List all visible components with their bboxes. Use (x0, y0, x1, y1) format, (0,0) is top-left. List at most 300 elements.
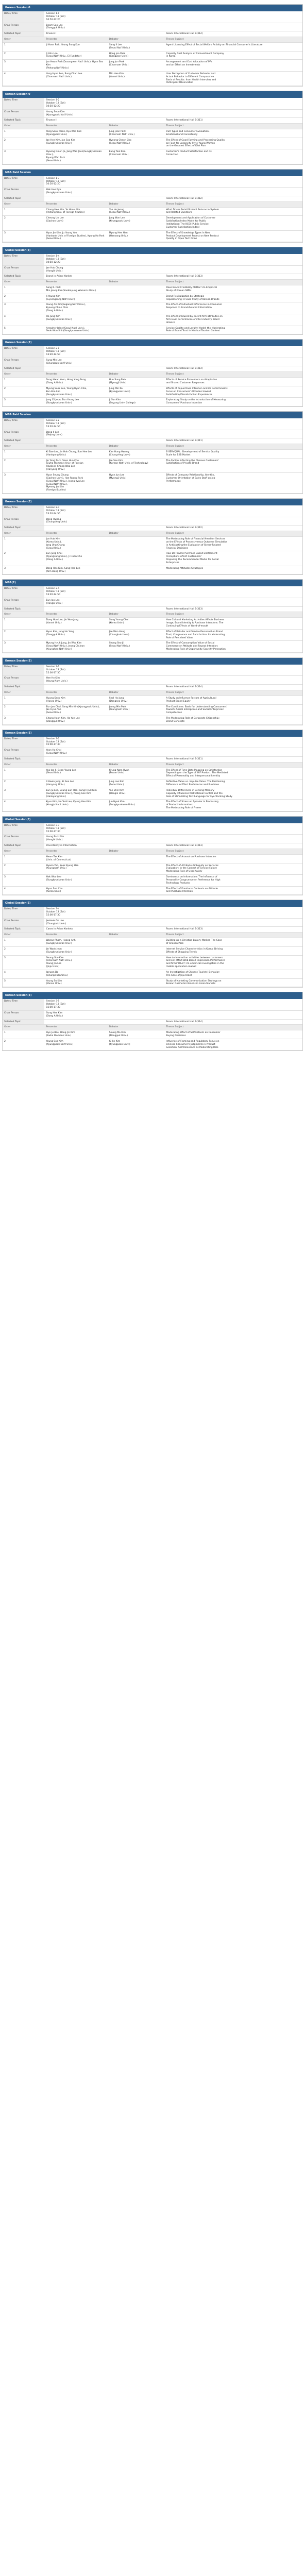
paper-presenter: Cheong Un Lee (Gachon Univ.) (44, 216, 107, 230)
column-header-presenter: Presenter (44, 933, 107, 938)
table-header-row (3, 372, 302, 378)
paper-subject: Capacity Cost Analysis of Coinvestment Company in Korea (164, 51, 302, 60)
table-header-row (3, 201, 302, 207)
paper-order: 1 (3, 42, 44, 51)
paper-presenter: Hyeon Yoo, Sook Kyung Han (Kyungnam Univ.) (44, 863, 107, 875)
paper-order: 2 (3, 294, 44, 302)
session-table (3, 586, 302, 653)
paper-subject: How Do Private Purchase Based Entitlement Perceptions Affect Customers? Proposing the Recommender Model for Social Enterprises (164, 551, 302, 566)
session-room: Room: International Hall B(313) (164, 274, 302, 280)
paper-order: 2 (3, 386, 44, 398)
paper-row (3, 129, 302, 138)
session-chair-row (3, 918, 302, 927)
session-table (3, 823, 302, 895)
session-chair-row (3, 748, 302, 757)
session-topic-value: Brand in Asian Market (44, 274, 164, 280)
paper-subject: Study of Marketing Communication Strategy on Korean Cosmetics Brands in Asian Markets (164, 978, 302, 987)
paper-order: 3 (3, 875, 44, 887)
paper-debater: Sang Il Lee (Seoul Nat'l Univ.) (108, 42, 165, 51)
session-topic-label: Selected Topic (3, 1019, 44, 1025)
paper-presenter: Myung Hyuk Jung, Jin Woo Kim (Seoul Nat'l Univ.), Jeong Oh Jeon (Kyunghee Nat'l Univ.) (44, 641, 107, 653)
session-title: Korean Session(E) (3, 730, 302, 737)
paper-row (3, 386, 302, 398)
paper-order: 1 (3, 129, 44, 138)
session-topic-value (44, 1019, 164, 1025)
paper-row (3, 978, 302, 987)
session-chair-label: Chair Person (3, 676, 44, 685)
paper-subject: Reflective Value vs. Impulse Value: The Positioning Difference in Effect Preferences and Purchase (164, 779, 302, 788)
paper-order: 2 (3, 704, 44, 716)
paper-row (3, 449, 302, 458)
paper-subject: The Effect of Emotional Contexts on Attitude and Purchase Intention (164, 886, 302, 895)
session-date-row (3, 98, 302, 109)
session-chair-label: Chair Person (3, 517, 44, 526)
paper-subject: Effect of Retailer and Service Personnel on Brand Trust, Congruence and Satisfaction: Its Moderating Role of Perceived Value (164, 629, 302, 641)
paper-debater: Min Hee Kim (Yonsei Univ.) (108, 71, 165, 86)
paper-presenter: Yoo Jae Il, Seon Young Lee (Seoul Univ.) (44, 768, 107, 779)
paper-subject: Internet Service Characteristics in Korea: Driving Effects of Shopping Trends (164, 946, 302, 955)
paper-row (3, 1030, 302, 1039)
paper-order: 2 (3, 1039, 44, 1050)
paper-presenter: Hyun Kim, Jung Ho Yang (Dongguk Univ.) (44, 629, 107, 641)
session-chair-value: Eun Joo Lee (Hongik Univ.) (44, 598, 302, 606)
session-date-row (3, 907, 302, 918)
session-title: Korean Session(E) (3, 340, 302, 346)
session-topic-row (3, 118, 302, 124)
paper-row (3, 398, 302, 406)
paper-order: 3 (3, 788, 44, 800)
session-chair-value: Yoon Ho Choi (Seoul Nat'l Univ.) (44, 748, 302, 757)
session-chair-value: Jaekook Go Lee (Chungbuk Univ.) (44, 918, 302, 927)
paper-order: 1 (3, 449, 44, 458)
paper-debater: Jung Jeon Park (Chonnam Nat'l Univ.) (108, 129, 165, 138)
session-topic-row (3, 366, 302, 372)
paper-order: 1 (3, 854, 44, 863)
session-date-value: Session 2-3 October 13 (Sat) 13:20-14:50 (44, 505, 302, 517)
paper-debater: Myung Hee Han (Hanyang Univ.) (108, 230, 165, 242)
session-topic-label: Selected Topic (3, 606, 44, 612)
session-room: Room: International Hall B(311) (164, 756, 302, 762)
paper-subject: The Effect of Stress on Speaker in Processing of Product Information: The Moderating Role of Frame (164, 800, 302, 811)
session-chair-value: Beom Soo Lee (Dongguk Univ.) (44, 23, 302, 31)
paper-subject: Brand Revitalization by Strategic Repositioning: A Case Study of Korean Brands (164, 294, 302, 302)
session-chair-label: Chair Person (3, 358, 44, 366)
paper-debater (108, 302, 165, 314)
session-table (3, 98, 302, 164)
column-header-presenter: Presenter (44, 612, 107, 618)
paper-debater: Sung Young Choi (Korea Univ.) (108, 618, 165, 630)
paper-debater: Hun Sung Park (Myongji Univ.) (108, 378, 165, 386)
session-table (3, 665, 302, 725)
column-header-debater: Debater (108, 37, 165, 43)
paper-order: 3 (3, 955, 44, 970)
paper-row (3, 51, 302, 60)
column-header-presenter: Presenter (44, 531, 107, 537)
paper-debater: Jung Min Ko (Kyungpook Univ.) (108, 386, 165, 398)
session-topic-label: Selected Topic (3, 927, 44, 933)
paper-presenter: Chang Hoon Kim, Ha Yun Lee (Dongguk Univ.) (44, 716, 107, 725)
session-date-label: Date / Time (3, 907, 44, 918)
paper-debater: Ji Sun Kim (Sogang Univ. College) (108, 398, 165, 406)
paper-subject: The Moderating Role of Financial Need for Services on the Effects of Process versus Outcome Simulation in Anticipating the Evaluation of Stress-Related Financial Decisions (164, 536, 302, 551)
paper-row (3, 216, 302, 230)
session-title: MBA Paid Session (3, 412, 302, 418)
paper-debater (108, 970, 165, 978)
session-topic-value: Uncertainty in Information (44, 843, 164, 849)
column-header-debater: Debater (108, 280, 165, 285)
paper-order: 2 (3, 458, 44, 472)
paper-row (3, 458, 302, 472)
paper-order: 4 (3, 800, 44, 811)
paper-debater: Yae Shin Kim (Hongik Univ.) (108, 788, 165, 800)
column-header-theses: Theses Subject (164, 612, 302, 618)
session-topic-value (44, 526, 164, 531)
paper-row (3, 863, 302, 875)
session-title: Korean Session(E) (3, 499, 302, 505)
session-table (3, 11, 302, 86)
column-header-order: Order (3, 280, 44, 285)
paper-debater (108, 285, 165, 294)
session-date-row (3, 737, 302, 748)
column-header-order: Order (3, 690, 44, 696)
session-room: Room: International Hall B(313) (164, 927, 302, 933)
session-title: Global Session(E) (3, 247, 302, 254)
session-topic-value: Finance II (44, 118, 164, 124)
paper-debater (108, 946, 165, 955)
paper-presenter: Jin Yong Park, Seon Hun Cho (Ewha Woman's Univ. of Foreign Studies), Chang Woo Lee (Hanyang Univ.) (44, 458, 107, 472)
paper-subject: E-SERVQUAL: Development of Service Quality Scale for B2B Market (164, 449, 302, 458)
table-header-row (3, 612, 302, 618)
session-title: Korean Session 0 (3, 5, 302, 11)
paper-order: 5 (3, 326, 44, 334)
table-header-row (3, 280, 302, 285)
session-date-label: Date / Time (3, 665, 44, 676)
paper-debater: Seong Seo Ji (Seoul Nat'l Univ.) (108, 641, 165, 653)
column-header-presenter: Presenter (44, 1025, 107, 1030)
session-title: Global Session(E) (3, 817, 302, 823)
paper-row (3, 207, 302, 216)
paper-debater: Jong Jun Park (Chonnam Univ.) (108, 60, 165, 72)
session-date-row (3, 999, 302, 1010)
paper-row (3, 696, 302, 704)
paper-presenter: Hyun Seung Chung (Gachon Univ.), Hae Ryong Park (Seoul Nat'l Univ.), Jeong Kyu Lee (Seoul Nat'l Univ.), Myeong Jin Kim (Foreign Studies) (44, 473, 107, 494)
session-date-value: Session 2-2 October 13 (Sat) 13:20-14:50 (44, 418, 302, 430)
paper-presenter: Myung Seok Lee, Young Hyun Choi, Kun Koo Lim (Sungkyunkwan Univ.) (44, 386, 107, 398)
paper-subject: Moderating Effect of Self-Esteem on Consumer Buying Decisions (164, 1030, 302, 1039)
session-date-label: Date / Time (3, 586, 44, 598)
paper-presenter: Young Soo Kim (Kyungpook Nat'l Univ.) (44, 1039, 107, 1050)
column-header-order: Order (3, 762, 44, 768)
paper-presenter: Young Su Kim (Yonsei Univ.) (44, 978, 107, 987)
column-header-debater: Debater (108, 1025, 165, 1030)
paper-order: 2 (3, 216, 44, 230)
session-chair-label: Chair Person (3, 109, 44, 118)
paper-order: 1 (3, 768, 44, 779)
paper-order: 1 (3, 285, 44, 294)
session-date-row (3, 346, 302, 358)
session-topic-value (44, 366, 164, 372)
paper-debater (108, 314, 165, 326)
paper-row (3, 314, 302, 326)
session-chair-label: Chair Person (3, 430, 44, 438)
paper-subject: Effects of Repurchase Intention and its Determinants: Focus on Consumers' Attitudes toward Satisfaction/Dissatisfaction Experiences (164, 386, 302, 398)
session-date-row (3, 418, 302, 430)
paper-row (3, 566, 302, 574)
paper-row (3, 1039, 302, 1050)
session-chair-value: Hee Ho Kim (Young Nam Univ.) (44, 676, 302, 685)
paper-row (3, 768, 302, 779)
session-room: Room: International Hall B(314) (164, 366, 302, 372)
session-block (2, 816, 303, 895)
column-header-presenter: Presenter (44, 444, 107, 450)
session-block (2, 657, 303, 725)
paper-row (3, 551, 302, 566)
session-date-value: Session 2-1 October 13 (Sat) 13:20-14:50 (44, 346, 302, 358)
paper-subject: User Perception of Customer Behavior and Actual Behavior to Different Comparative Basis of Results: from Health Interview and Participant Observation (164, 71, 302, 86)
session-topic-label: Selected Topic (3, 31, 44, 37)
paper-row (3, 946, 302, 955)
paper-row (3, 970, 302, 978)
paper-debater: Yae Ho Jeong (Seoul Nat'l Univ.) (108, 207, 165, 216)
paper-debater (108, 978, 165, 987)
paper-presenter: Kyun Kim, Ho Yeol Lee, Kyung Hae Kim (Kongju Nat'l Univ.) (44, 800, 107, 811)
paper-order: 3 (3, 398, 44, 406)
paper-order: 2 (3, 51, 44, 60)
column-header-theses: Theses Subject (164, 762, 302, 768)
session-chair-label: Chair Person (3, 188, 44, 196)
table-header-row (3, 1025, 302, 1030)
column-header-order: Order (3, 37, 44, 43)
paper-presenter: Ji Ahn Lee (Seoul Nat'l Univ., El Fundator) (44, 51, 107, 60)
paper-row (3, 294, 302, 302)
table-header-row (3, 762, 302, 768)
session-block (2, 247, 303, 335)
paper-subject: Does Brand Credibility Matter? An Empirical Study of Korean SMEs (164, 285, 302, 294)
paper-debater: Jong Won Lee (Kyungpook Univ.) (108, 216, 165, 230)
paper-presenter: Young Ah Kim(Sogang Nat'l Univ.), Kyoung Chinn Choi (Dong A Univ.) (44, 302, 107, 314)
session-date-row (3, 176, 302, 188)
session-topic-label: Selected Topic (3, 756, 44, 762)
paper-subject: A Study on Influence Factors of Agricultural Product Brand Equity (164, 696, 302, 704)
session-title: Korean Session 0 (3, 91, 302, 98)
paper-subject: CSR Types and Consumer Evaluation - Emotional and Consistency (164, 129, 302, 138)
column-header-order: Order (3, 1025, 44, 1030)
session-room: Room: International Hall B(314) (164, 1019, 302, 1025)
session-date-value: Session 3-5 October 13 (Sat) 15:00-17:30 (44, 999, 302, 1010)
paper-debater: Eung Yeol Kim (Chonnam Univ.) (108, 149, 165, 164)
session-chair-label: Chair Person (3, 918, 44, 927)
paper-subject: Effects of Company Relationship, Identity, Customer Orientation of Sales Staff on Job Performance (164, 473, 302, 494)
session-block (2, 900, 303, 988)
paper-order: 3 (3, 230, 44, 242)
session-date-row (3, 665, 302, 676)
paper-debater (108, 863, 165, 875)
paper-debater (108, 955, 165, 970)
column-header-presenter: Presenter (44, 849, 107, 854)
session-date-value: Session 3-3 October 13 (Sat) 15:00-17:30 (44, 823, 302, 835)
paper-subject: Moderating Attitudes Strategies (164, 566, 302, 574)
session-date-value: Session 3-4 October 13 (Sat) 15:00-17:30 (44, 907, 302, 918)
column-header-presenter: Presenter (44, 762, 107, 768)
paper-debater: Gi Jin Kim (Kyungpook Univ.) (108, 1039, 165, 1050)
paper-debater (108, 854, 165, 863)
paper-debater (108, 294, 165, 302)
table-header-row (3, 849, 302, 854)
session-topic-row (3, 274, 302, 280)
session-block (2, 4, 303, 87)
paper-order: 3 (3, 566, 44, 574)
paper-subject: Individual Differences in Sensing Memory Capacity Influences Motivational Control and the Role of Stimulating Text Language for Eye-Tracking Study (164, 788, 302, 800)
session-topic-value (44, 196, 164, 201)
session-chair-row (3, 676, 302, 685)
paper-row (3, 854, 302, 863)
session-date-label: Date / Time (3, 346, 44, 358)
paper-presenter: Seung Soo Kim (Chonnam Nat'l Univ.), Young Jin Lee (Jinju Univ.) (44, 955, 107, 970)
paper-presenter: Eun Ju Lee, Seung Eun Han, Sung Hyuk Kim (Sungkyunkwan Univ.), Young Gon Kim (Hankyung Univ.) (44, 788, 107, 800)
session-chair-value: Hak Hee Ryu (Sungkyunkwan Univ.) (44, 188, 302, 196)
session-chair-label: Chair Person (3, 1010, 44, 1019)
session-chair-row (3, 1010, 302, 1019)
session-title: Korean Session(E) (3, 992, 302, 999)
paper-presenter: Ki Bae Lee, Jin Hak Chung, Sun Hee Lee (Hankyong Univ.) (44, 449, 107, 458)
column-header-theses: Theses Subject (164, 690, 302, 696)
paper-debater: Hyeong Cheon Cho (Seoul Nat'l Univ.) (108, 138, 165, 149)
column-header-order: Order (3, 933, 44, 938)
paper-row (3, 955, 302, 970)
session-date-row (3, 505, 302, 517)
table-header-row (3, 933, 302, 938)
column-header-order: Order (3, 531, 44, 537)
paper-presenter: Dong Hee Kim, Sang Hee Lee (Kim Dong Univ.) (44, 566, 107, 574)
paper-presenter: Dong Hun Lim, Jin Won Jang (Yonsei Univ.) (44, 618, 107, 630)
session-date-label: Date / Time (3, 823, 44, 835)
session-chair-row (3, 430, 302, 438)
session-chair-label: Chair Person (3, 598, 44, 606)
paper-subject: The Factors Affecting the Chinese Customers' Satisfaction of Private Brand (164, 458, 302, 472)
column-header-debater: Debater (108, 531, 165, 537)
column-header-order: Order (3, 124, 44, 129)
paper-row (3, 800, 302, 811)
session-topic-label: Selected Topic (3, 438, 44, 444)
paper-subject: The Effect of Arousal on Purchase Intention (164, 854, 302, 863)
session-topic-row (3, 756, 302, 762)
paper-subject: Effects of Service Encounters on Adaptation and Shared Customer Responses (164, 378, 302, 386)
paper-order: 2 (3, 629, 44, 641)
paper-debater: Seol Ho Jung (Dongseo Univ.) (108, 696, 165, 704)
session-chair-row (3, 109, 302, 118)
column-header-order: Order (3, 201, 44, 207)
column-header-presenter: Presenter (44, 690, 107, 696)
paper-order: 4 (3, 970, 44, 978)
paper-presenter: Yong Hyun Lee, Sung Chan Lee (Chonnam Nat'l Univ.) (44, 71, 107, 86)
paper-debater (108, 875, 165, 887)
column-header-order: Order (3, 444, 44, 450)
session-date-row (3, 254, 302, 265)
session-topic-row (3, 31, 302, 37)
paper-row (3, 149, 302, 164)
paper-subject: What Drives Retail Product Returns in System and Related Questions (164, 207, 302, 216)
column-header-debater: Debater (108, 201, 165, 207)
paper-presenter: Yong Seok Moon, Kyu Won Kim (Kyungpook Univ.) (44, 129, 107, 138)
paper-debater: Jeong Min Park (Yeungnam Univ.) (108, 704, 165, 716)
column-header-theses: Theses Subject (164, 372, 302, 378)
paper-debater: Jae Won Hong (Chungbuk Univ.) (108, 629, 165, 641)
session-block (2, 579, 303, 653)
column-header-debater: Debater (108, 849, 165, 854)
paper-debater (108, 326, 165, 334)
session-room: Room: International Hall B(311) (164, 438, 302, 444)
column-header-order: Order (3, 372, 44, 378)
session-room: Room: International Hall B(312) (164, 196, 302, 201)
paper-subject: An Investigation of Chinese Tourists' Behavior: The Case of Jeju Island (164, 970, 302, 978)
paper-order: 3 (3, 149, 44, 164)
paper-presenter: Hye Ju Bae, Hong Jin Kim (Ewha Womans Univ.) (44, 1030, 107, 1039)
table-header-row (3, 444, 302, 450)
column-header-debater: Debater (108, 612, 165, 618)
paper-presenter: Arnasher Jaleel(Seoul Nat'l Univ.), Seok Won Shin(Sungkyunkwan Univ.) (44, 326, 107, 334)
session-table (3, 176, 302, 243)
paper-row (3, 60, 302, 72)
session-date-value: Session 3-1 October 13 (Sat) 15:00-17:30 (44, 665, 302, 676)
paper-presenter: Jaewon Do (Chungwoon Univ.) (44, 970, 107, 978)
session-topic-value (44, 606, 164, 612)
paper-row (3, 788, 302, 800)
paper-presenter: Hyeong Gwon Jo, Jang Wan Jeon(Sungkyunkwan Univ.), Byung Wan Park (Seoul Univ.) (44, 149, 107, 164)
session-table (3, 418, 302, 494)
paper-row (3, 71, 302, 86)
session-title: MBA(E) (3, 580, 302, 586)
session-block (2, 339, 303, 407)
paper-row (3, 779, 302, 788)
paper-subject: Dominance on Information: The Influence of Personality Congruence on Preference for High Technology Products (164, 875, 302, 887)
paper-row (3, 285, 302, 294)
paper-debater: Jung Lee Kim (Seoul Univ.) (108, 779, 165, 788)
paper-subject: The Effect of Time-Date Mapping on Satisfaction Depending on the Type of WIF Product: The Mediated Effect of Personality and Interpersonal Identity (164, 768, 302, 779)
paper-presenter: Ji Hoon Paik, Young Sung Koo (44, 42, 107, 51)
schedule-page (0, 4, 305, 1055)
paper-debater: Hyun Jun Lee (Myongji Univ.) (108, 473, 165, 494)
column-header-order: Order (3, 849, 44, 854)
paper-row (3, 378, 302, 386)
paper-subject: The Effect of Attribute Ambiguity on Services Evaluation: In the Context of Service Failure Moderating Role of Uncertainty (164, 863, 302, 875)
column-header-theses: Theses Subject (164, 124, 302, 129)
session-chair-value: Dong Il Lee (Sejong Univ.) (44, 430, 302, 438)
paper-subject: How do interaction activities between customers and sell affect Web-Based Impression Performance and firms' R&D?: An empirical investigation in the mobile application market (164, 955, 302, 970)
session-date-label: Date / Time (3, 98, 44, 109)
paper-order: 2 (3, 551, 44, 566)
session-topic-value: Cases in Asian Markets (44, 927, 164, 933)
paper-subject: The Moderating Role of Corporate Citizenship: Brand Concepts (164, 716, 302, 725)
session-date-label: Date / Time (3, 418, 44, 430)
paper-order: 1 (3, 536, 44, 551)
column-header-presenter: Presenter (44, 124, 107, 129)
paper-subject: Service Quality and Loyalty Model: the Moderating Role of Brand Trust in Medical Tourism Context (164, 326, 302, 334)
paper-debater (108, 566, 165, 574)
paper-order: 1 (3, 378, 44, 386)
paper-presenter: Ho Jung Kim (Sungkyunkwan Univ.) (44, 314, 107, 326)
paper-order: 3 (3, 302, 44, 314)
paper-order: 1 (3, 618, 44, 630)
paper-subject: Arrangement and Cost Allocation of PFs and an Effect on Investments (164, 60, 302, 72)
session-chair-label: Chair Person (3, 265, 44, 274)
column-header-theses: Theses Subject (164, 37, 302, 43)
session-date-label: Date / Time (3, 176, 44, 188)
session-topic-label: Selected Topic (3, 274, 44, 280)
paper-subject: Exploratory Study on the Introduction of Measuring Consumers' Purchase Intention (164, 398, 302, 406)
session-topic-label: Selected Topic (3, 118, 44, 124)
session-date-value: Session 3-2 October 13 (Sat) 15:00-17:30 (44, 737, 302, 748)
paper-presenter: Hwan Tae Kim (Univ. of Connecticut) (44, 854, 107, 863)
